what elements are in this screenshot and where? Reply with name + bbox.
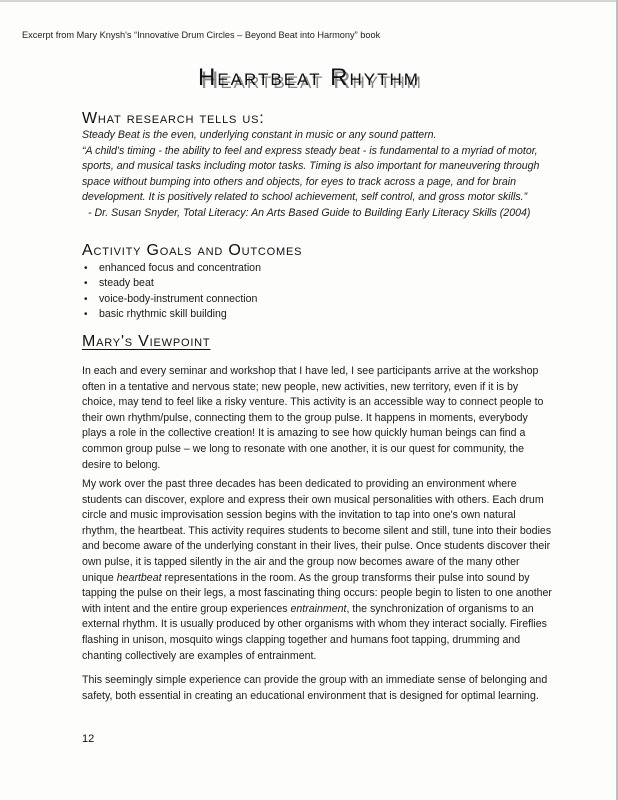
paragraph-text: , the synchronization of organisms to an external rhythm. It is usually produced by other organisms with whom they interact socially. Fireflies flashing in unison, mosquito wings clapping together and humans foot tapping, drumming and chanting collectively are examples of entrainment. (82, 602, 547, 662)
research-section (82, 128, 552, 222)
goal-text: basic rhythmic skill building (99, 308, 227, 321)
goals-list (82, 261, 261, 323)
goal-text: enhanced focus and concentration (99, 262, 261, 274)
list-item (82, 307, 261, 322)
goals-heading: Activity Goals and Outcomes (82, 242, 303, 259)
research-heading: What research tells us: (82, 110, 265, 127)
research-line: Steady Beat is the even, underlying constant in music or any sound pattern. (82, 129, 437, 141)
list-item (82, 292, 261, 307)
research-quote: “A child's timing - the ability to feel and express steady beat - is fundamental to a myriad of motor, sports, and musical tasks including motor tasks. Timing is also important for maneuvering through space without bumping into others and objects, for eyes to track across a page, and for brain development. It is positively related to school achievement, self control, and gross motor skills.” (82, 144, 540, 204)
emphasis-entrainment: entrainment (290, 602, 347, 615)
page-title: Heartbeat Rhythm (198, 64, 420, 91)
excerpt-header: Excerpt from Mary Knysh's “Innovative Drum Circles – Beyond Beat into Harmony” book (22, 30, 381, 40)
viewpoint-paragraph-1: In each and every seminar and workshop that I have led, I see participants arrive at the workshop often in a tentative and nervous state; new people, new activities, new territory, even if it is by choice, may tend to feel like a risky venture. This activity is an accessible way to connect people to their own rhythm/pulse, connecting them to the group pulse. It happens in moments, everybody plays a role in the collective creation! It is amazing to see how quickly human beings can find a common group pulse – we long to resonate with one another, it is our quest for community, the desire to belong. (82, 365, 544, 471)
bullet-icon: • (84, 309, 88, 321)
bullet-icon: • (84, 263, 88, 274)
viewpoint-heading: Mary's Viewpoint (82, 333, 211, 350)
research-citation: - Dr. Susan Snyder, Total Literacy: An Arts Based Guide to Building Early Literacy Skills (2004) (88, 206, 531, 219)
bullet-icon: • (84, 293, 88, 305)
viewpoint-paragraph-3: This seemingly simple experience can provide the group with an immediate sense of belonging and safety, both essential in creating an educational environment that is designed for optimal learning. (82, 674, 548, 702)
list-item (82, 261, 261, 276)
page-number: 12 (82, 733, 95, 745)
paragraph-text: My work over the past three decades has been dedicated to providing an environment where students can discover, explore and express their own musical personalities with others. Each drum circle and music improvisation session begins with the invitation to tap into one's own natural rhythm, the heartbeat. This activity requires students to become silent and still, tune into their bodies and become aware of the underlying constant in their lives, their pulse. Once students discover their own pulse, it is tapped silently in the air and the group now becomes aware of the many other unique (82, 478, 552, 584)
viewpoint-paragraph-2 (82, 477, 552, 664)
goal-text: voice-body-instrument connection (99, 292, 258, 305)
goal-text: steady beat (99, 277, 154, 290)
paragraph-text: representations in the room. As the group transforms their pulse into sound by tapping the pulse on their legs, a most fascinating thing occurs: people begin to listen to one another with intent and the entire group experiences (82, 571, 552, 615)
emphasis-heartbeat: heartbeat (116, 571, 162, 584)
list-item (82, 276, 261, 291)
scan-edge-top (0, 0, 618, 2)
bullet-icon: • (84, 278, 88, 290)
